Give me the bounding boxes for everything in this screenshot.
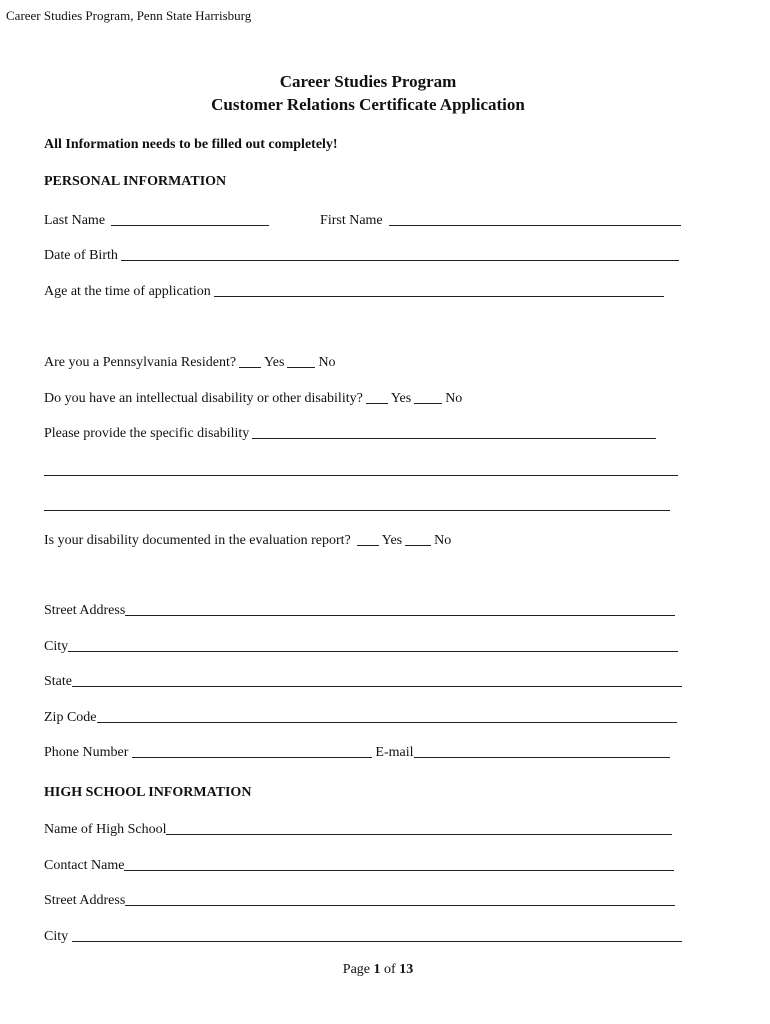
- email-field[interactable]: [414, 756, 670, 758]
- hs-street-label: Street Address: [44, 893, 126, 908]
- hs-name-field[interactable]: [166, 833, 672, 835]
- documented-no-field[interactable]: [405, 544, 431, 546]
- age-label: Age at the time of application: [44, 284, 211, 299]
- street-row: [44, 603, 678, 619]
- high-school-heading: HIGH SCHOOL INFORMATION: [44, 785, 252, 800]
- pa-resident-yes-field[interactable]: [239, 366, 261, 368]
- dob-field[interactable]: [121, 259, 679, 261]
- pa-resident-no-label: No: [318, 355, 336, 370]
- page-footer: [0, 962, 756, 978]
- city-field[interactable]: [68, 650, 678, 652]
- state-field[interactable]: [72, 685, 682, 687]
- zip-field[interactable]: [97, 721, 677, 723]
- last-name-field[interactable]: [111, 224, 269, 226]
- city-row: [44, 639, 681, 655]
- phone-label: Phone Number: [44, 745, 129, 760]
- documented-row: [44, 533, 451, 549]
- city-label: City: [44, 639, 69, 654]
- pa-resident-label: Are you a Pennsylvania Resident?: [44, 355, 237, 370]
- instruction-note: All Information needs to be filled out completely!: [44, 137, 338, 152]
- personal-info-heading: PERSONAL INFORMATION: [44, 174, 227, 189]
- hs-street-field[interactable]: [125, 904, 675, 906]
- street-field[interactable]: [125, 614, 675, 616]
- disability-yes-label: Yes: [390, 391, 412, 406]
- disability-no-label: No: [445, 391, 463, 406]
- hs-city-label: City: [44, 929, 69, 944]
- name-row: [44, 213, 684, 229]
- footer-of-word: of: [384, 962, 396, 977]
- hs-city-row: [44, 929, 685, 945]
- hs-city-field[interactable]: [72, 940, 682, 942]
- page-header: Career Studies Program, Penn State Harrisburg: [6, 8, 252, 23]
- form-title: Career Studies Program: [279, 72, 457, 91]
- dob-row: [44, 248, 682, 264]
- specific-disability-field[interactable]: [252, 437, 656, 439]
- hs-street-row: [44, 893, 678, 909]
- age-field[interactable]: [214, 295, 664, 297]
- documented-no-label: No: [434, 533, 452, 548]
- hs-name-label: Name of High School: [44, 822, 167, 837]
- phone-field[interactable]: [132, 756, 372, 758]
- age-row: [44, 284, 667, 300]
- footer-page-number: 1: [373, 962, 381, 977]
- state-row: [44, 674, 685, 690]
- disability-question: Do you have an intellectual disability or other disability?: [44, 391, 363, 406]
- first-name-field[interactable]: [389, 224, 681, 226]
- state-label: State: [44, 674, 72, 689]
- specific-disability-label: Please provide the specific disability: [44, 426, 250, 441]
- hs-contact-field[interactable]: [124, 869, 674, 871]
- specific-disability-row: [44, 426, 659, 442]
- hs-contact-row: [44, 858, 677, 874]
- first-name-label: First Name: [320, 213, 383, 228]
- hs-name-row: [44, 822, 675, 838]
- hs-contact-label: Contact Name: [44, 858, 125, 873]
- documented-question: Is your disability documented in the evaluation report?: [44, 533, 351, 548]
- zip-row: [44, 710, 680, 726]
- specific-disability-line-2[interactable]: [44, 475, 678, 476]
- footer-page-total: 13: [399, 962, 414, 977]
- dob-label: Date of Birth: [44, 248, 118, 263]
- disability-yes-field[interactable]: [366, 402, 388, 404]
- specific-disability-line-3[interactable]: [44, 510, 670, 511]
- disability-row: [44, 391, 462, 407]
- documented-yes-field[interactable]: [357, 544, 379, 546]
- documented-yes-label: Yes: [381, 533, 403, 548]
- pa-resident-yes-label: Yes: [264, 355, 285, 370]
- street-label: Street Address: [44, 603, 126, 618]
- email-label: E-mail: [375, 745, 414, 760]
- last-name-label: Last Name: [44, 213, 106, 228]
- form-subtitle: Customer Relations Certificate Application: [211, 95, 525, 114]
- disability-no-field[interactable]: [414, 402, 442, 404]
- footer-page-word: Page: [342, 962, 371, 977]
- pa-resident-no-field[interactable]: [287, 366, 315, 368]
- pa-resident-row: [44, 355, 336, 371]
- zip-label: Zip Code: [44, 710, 97, 725]
- phone-email-row: [44, 745, 673, 761]
